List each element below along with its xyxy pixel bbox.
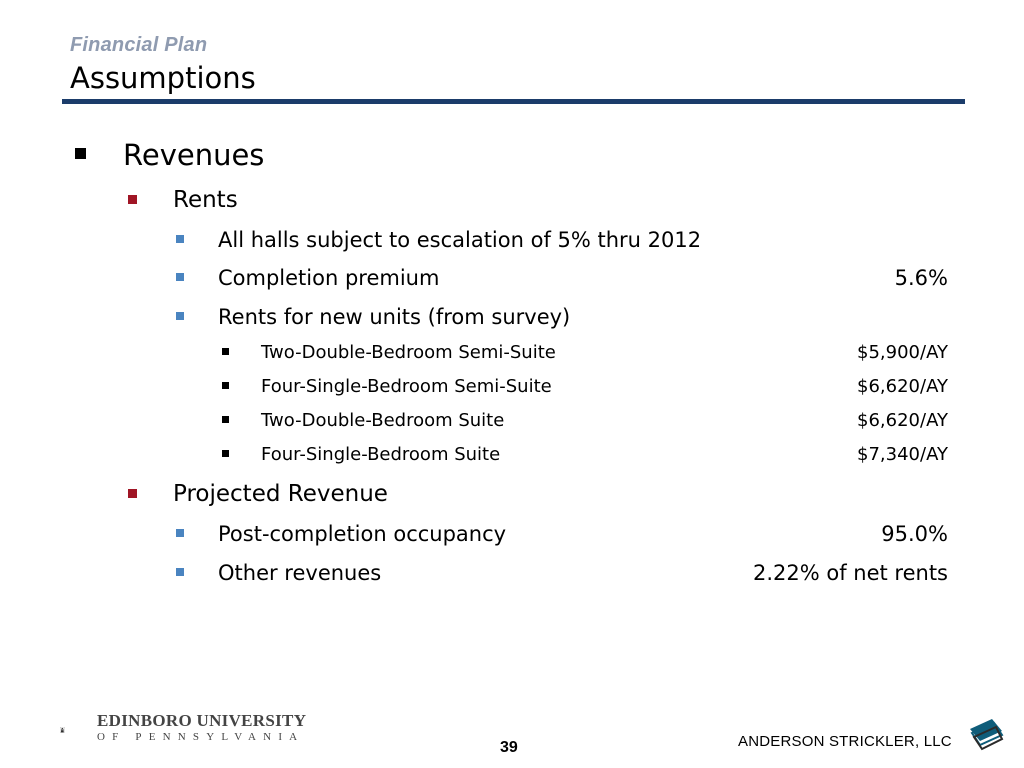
firm-logo-icon xyxy=(966,713,1006,753)
square-bullet-icon xyxy=(176,273,184,281)
university-name: EDINBORO UNIVERSITY xyxy=(97,711,307,730)
square-bullet-icon xyxy=(222,348,229,355)
square-bullet-icon xyxy=(176,568,184,576)
outline-item-label: Two-Double-Bedroom Suite xyxy=(261,410,505,431)
square-bullet-icon xyxy=(176,235,184,243)
outline-item-label: Revenues xyxy=(123,138,265,172)
square-bullet-icon xyxy=(176,529,184,537)
outline-item-label: Completion premium xyxy=(218,266,440,290)
outline-item xyxy=(0,187,1024,217)
outline-item-label: Other revenues xyxy=(218,561,382,585)
outline-item-value: 5.6% xyxy=(894,266,948,290)
outline-item-label: Post-completion occupancy xyxy=(218,522,507,546)
outline-item xyxy=(0,522,1024,552)
outline-item-value: 2.22% of net rents xyxy=(752,561,948,585)
outline-item xyxy=(0,342,1024,372)
firm-name: ANDERSON STRICKLER, LLC xyxy=(738,733,952,750)
square-bullet-icon xyxy=(222,416,229,423)
outline-item-label: Two-Double-Bedroom Semi-Suite xyxy=(261,342,556,363)
square-bullet-icon xyxy=(222,450,229,457)
outline-item xyxy=(0,561,1024,591)
outline-item-value: 95.0% xyxy=(881,522,948,546)
square-bullet-icon xyxy=(128,195,137,204)
outline-item xyxy=(0,266,1024,296)
outline-item xyxy=(0,305,1024,335)
outline-item-value: $7,340/AY xyxy=(857,444,948,465)
outline-item xyxy=(0,444,1024,474)
outline-item-label: All halls subject to escalation of 5% thru 2012 xyxy=(218,228,702,252)
outline-item-label: Projected Revenue xyxy=(173,481,388,507)
square-bullet-icon xyxy=(222,382,229,389)
outline-item-label: Rents for new units (from survey) xyxy=(218,305,571,329)
outline-item xyxy=(0,481,1024,511)
outline-item xyxy=(0,410,1024,440)
outline-item-value: $6,620/AY xyxy=(857,410,948,431)
university-subtitle: OF PENNSYLVANIA xyxy=(97,731,305,743)
slide-title: Assumptions xyxy=(70,61,256,95)
outline-item xyxy=(0,138,1024,172)
outline-item xyxy=(0,376,1024,406)
edinboro-seal-icon xyxy=(60,707,94,753)
square-bullet-icon xyxy=(128,489,137,498)
outline-item-label: Four-Single-Bedroom Semi-Suite xyxy=(261,376,552,397)
section-eyebrow: Financial Plan xyxy=(70,34,208,56)
outline-item-value: $6,620/AY xyxy=(857,376,948,397)
outline-item-label: Four-Single-Bedroom Suite xyxy=(261,444,501,465)
outline-item xyxy=(0,228,1024,258)
square-bullet-icon xyxy=(176,312,184,320)
square-bullet-icon xyxy=(75,148,86,159)
page-number: 39 xyxy=(500,739,518,756)
outline-item-value: $5,900/AY xyxy=(857,342,948,363)
title-rule xyxy=(62,99,965,104)
outline-item-label: Rents xyxy=(173,187,238,213)
